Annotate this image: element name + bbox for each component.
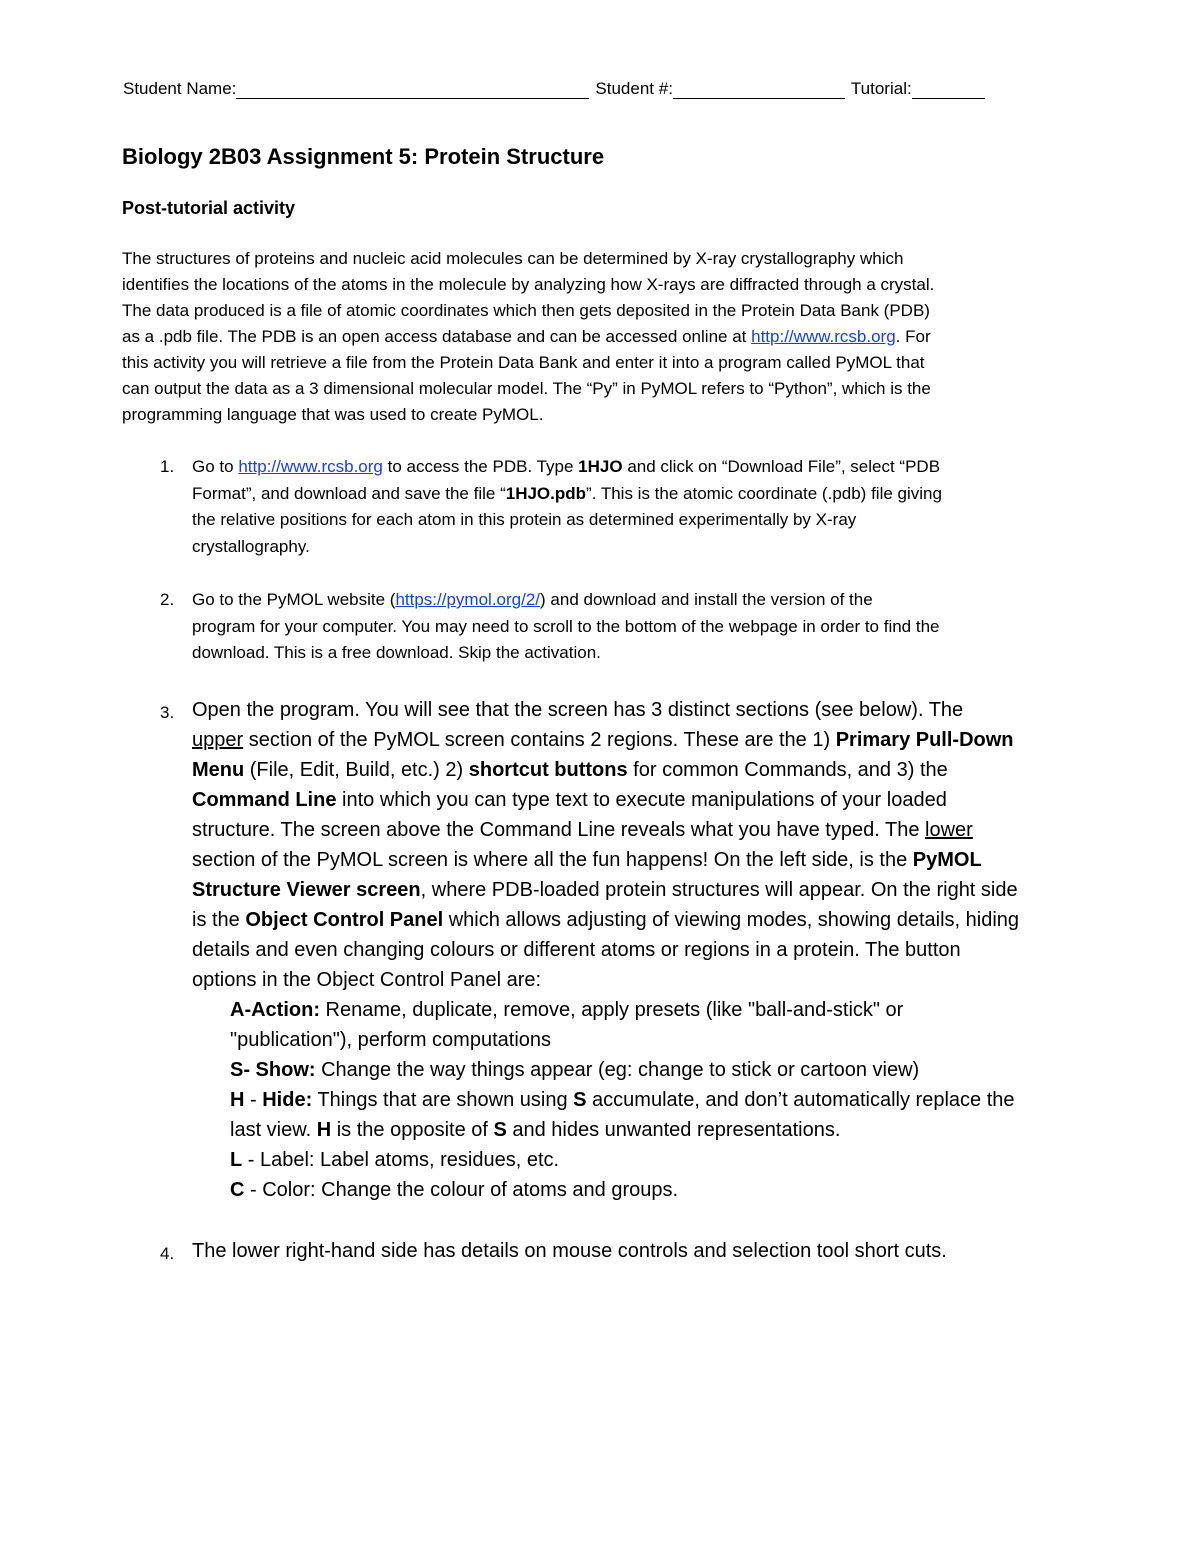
list-number: 4. [160, 1244, 175, 1263]
intro-line [122, 324, 1082, 350]
item-text: and click on “Download File”, select “PDB [622, 457, 941, 476]
list-line: program for your computer. You may need to scroll to the bottom of the webpage in order to find the [192, 616, 940, 636]
item-text: structure. The screen above the Command Line reveals what you have typed. The [192, 819, 926, 841]
option-text: and hides unwanted representations. [506, 1119, 841, 1141]
option-text: - [244, 1089, 263, 1111]
option-color [192, 1175, 1090, 1205]
option-action [192, 995, 1090, 1025]
intro-line: this activity you will retrieve a file from the Protein Data Bank and enter it into a program called PyMOL that [122, 353, 925, 372]
list-line [192, 905, 1090, 935]
tutorial-blank[interactable] [912, 80, 985, 99]
option-text: Rename, duplicate, remove, apply presets (like "ball-and-stick" or [319, 999, 904, 1021]
option-show [192, 1055, 1090, 1085]
list-line [192, 815, 1090, 845]
option-key: S [493, 1119, 507, 1141]
option-key: C [230, 1179, 245, 1201]
option-text: - Color: Change the colour of atoms and groups. [244, 1179, 679, 1201]
option-key: A-Action: [230, 999, 320, 1021]
list-item-body [192, 695, 1090, 1205]
student-number-label: Student #: [595, 79, 673, 98]
list-line [192, 725, 1090, 755]
list-line: options in the Object Control Panel are: [192, 969, 542, 991]
list-line [192, 481, 1090, 508]
list-line [192, 755, 1090, 785]
item-text: Go to the PyMOL website ( [192, 590, 396, 609]
list-number: 2. [160, 590, 175, 609]
list-line [192, 454, 1090, 481]
list-line: Open the program. You will see that the screen has 3 distinct sections (see below). The [192, 699, 964, 721]
intro-paragraph [122, 246, 1082, 428]
option-text: is the opposite of [331, 1119, 494, 1141]
list-item-1 [160, 454, 1090, 560]
bold-term: Object Control Panel [245, 909, 444, 931]
list-line [192, 845, 1090, 875]
rcsb-link[interactable]: http://www.rcsb.org [751, 327, 896, 346]
intro-text: . For [895, 327, 931, 346]
bold-term: Primary Pull-Down [835, 729, 1014, 751]
bold-term: PyMOL [912, 849, 982, 871]
list-number: 1. [160, 457, 175, 476]
file-name: 1HJO.pdb [505, 483, 587, 503]
intro-line: identifies the locations of the atoms in the molecule by analyzing how X-rays are diffracted through a crystal. [122, 275, 935, 294]
option-hide [192, 1085, 1090, 1115]
bold-term: Command Line [192, 789, 337, 811]
list-line: details and even changing colours or different atoms or regions in a protein. The button [192, 939, 961, 961]
item-text: section of the PyMOL screen contains 2 regions. These are the 1) [243, 729, 836, 751]
option-key: L [230, 1149, 243, 1171]
underlined-word: upper [192, 729, 244, 751]
list-item-body [192, 454, 1090, 560]
item-text: which allows adjusting of viewing modes, showing details, hiding [443, 909, 1020, 931]
option-key: H [316, 1119, 332, 1141]
option-key: S- Show: [230, 1059, 316, 1081]
list-line: download. This is a free download. Skip the activation. [192, 643, 601, 662]
option-key: S [573, 1089, 587, 1111]
intro-line: The structures of proteins and nucleic acid molecules can be determined by X-ray crystallography which [122, 249, 904, 268]
list-line [192, 785, 1090, 815]
option-action-cont: "publication"), perform computations [230, 1029, 552, 1051]
option-text: Things that are shown using [312, 1089, 574, 1111]
bold-term: shortcut buttons [468, 759, 628, 781]
item-text: ) and download and install the version of the [540, 590, 873, 609]
option-text: - Label: Label atoms, residues, etc. [242, 1149, 560, 1171]
item-text: , where PDB-loaded protein structures will appear. On the right side [420, 879, 1018, 901]
option-text: Change the way things appear (eg: change to stick or cartoon view) [315, 1059, 920, 1081]
option-hide-cont [192, 1115, 1090, 1145]
item-text: Format”, and download and save the file “ [192, 483, 506, 503]
list-line: The lower right-hand side has details on mouse controls and selection tool short cuts. [192, 1240, 947, 1262]
bold-term: Structure Viewer screen [192, 879, 421, 901]
item-text: section of the PyMOL screen is where all the fun happens! On the left side, is the [192, 849, 913, 871]
list-line: the relative positions for each atom in this protein as determined experimentally by X-ray [192, 510, 857, 529]
student-name-label: Student Name: [123, 79, 237, 98]
item-text: ”. This is the atomic coordinate (.pdb) file giving [586, 483, 942, 503]
option-label [192, 1145, 1090, 1175]
list-line [192, 875, 1090, 905]
student-number-blank[interactable] [673, 80, 845, 99]
list-item-body [192, 587, 1090, 667]
pymol-link[interactable]: https://pymol.org/2/ [395, 590, 541, 609]
list-line [192, 587, 1090, 614]
intro-line: programming language that was used to create PyMOL. [122, 405, 544, 424]
student-name-blank[interactable] [236, 80, 589, 99]
bold-term: Menu [192, 759, 245, 781]
rcsb-link[interactable]: http://www.rcsb.org [238, 457, 383, 476]
option-text: accumulate, and don’t automatically replace the [586, 1089, 1015, 1111]
page-title: Biology 2B03 Assignment 5: Protein Structure [122, 144, 605, 169]
list-number: 3. [160, 703, 175, 722]
section-heading: Post-tutorial activity [122, 198, 296, 218]
option-text: last view. [230, 1119, 317, 1141]
underlined-word: lower [925, 819, 973, 841]
item-text: (File, Edit, Build, etc.) 2) [244, 759, 469, 781]
list-item-body [192, 1236, 1090, 1266]
pdb-code: 1HJO [578, 457, 623, 476]
item-text: Go to [192, 457, 239, 476]
tutorial-label: Tutorial: [850, 79, 912, 98]
item-text: into which you can type text to execute manipulations of your loaded [336, 789, 947, 811]
intro-line: The data produced is a file of atomic coordinates which then gets deposited in the Protein Data Bank (PDB) [122, 301, 930, 320]
intro-line: can output the data as a 3 dimensional molecular model. The “Py” in PyMOL refers to “Python”, which is the [122, 379, 931, 398]
item-text: is the [192, 909, 246, 931]
list-line: crystallography. [192, 536, 310, 556]
student-info-line [123, 79, 985, 99]
item-text: to access the PDB. Type [382, 457, 579, 476]
list-item-4 [160, 1236, 1090, 1266]
option-key: Hide: [262, 1089, 313, 1111]
intro-text: as a .pdb file. The PDB is an open access database and can be accessed online at [122, 327, 752, 346]
option-key: H [230, 1089, 245, 1111]
list-item-3 [160, 695, 1090, 1205]
item-text: for common Commands, and 3) the [627, 759, 948, 781]
list-item-2 [160, 587, 1090, 667]
